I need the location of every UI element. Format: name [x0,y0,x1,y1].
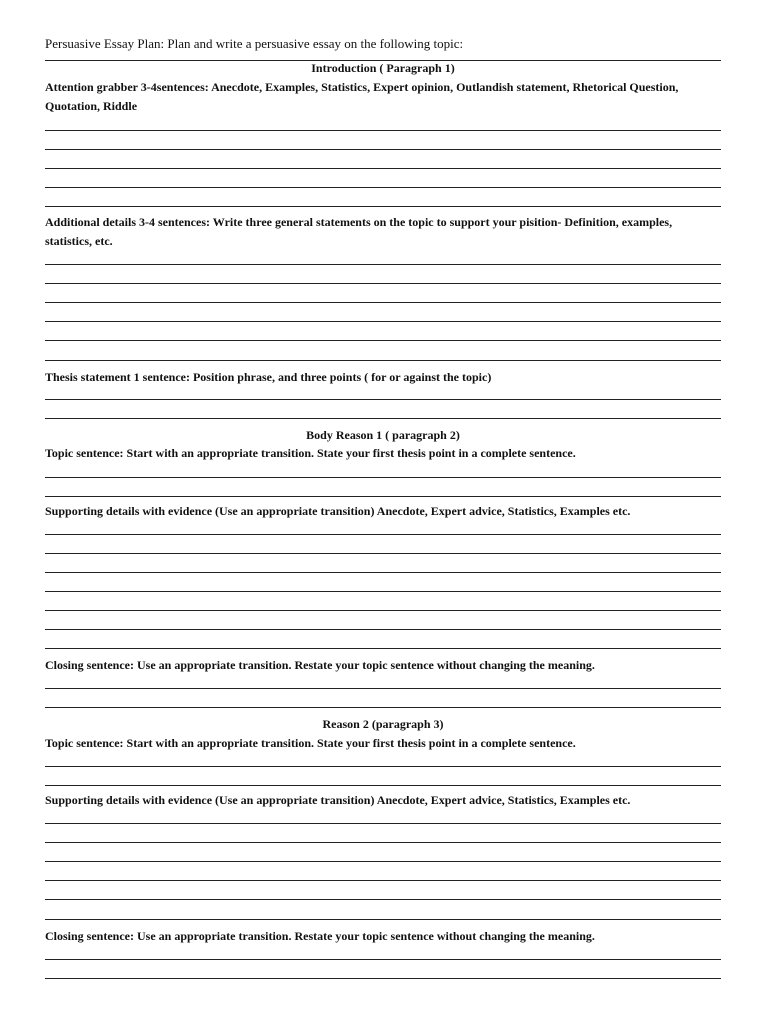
writing-line[interactable] [45,766,721,767]
topic-sentence-prompt: Topic sentence: Start with an appropriate transition. State your first thesis point in a complete sentence. [45,736,576,750]
writing-line[interactable] [45,283,721,284]
writing-line[interactable] [45,861,721,862]
writing-line[interactable] [45,899,721,900]
supporting-details-prompt: Supporting details with evidence (Use an appropriate transition) Anecdote, Expert advice, Statistics, Examples etc. [45,793,631,807]
body-reason-1-heading: Body Reason 1 ( paragraph 2) [306,428,460,442]
writing-line[interactable] [45,707,721,708]
writing-line[interactable] [45,130,721,131]
writing-line[interactable] [45,264,721,265]
writing-line[interactable] [45,959,721,960]
closing-sentence-prompt: Closing sentence: Use an appropriate transition. Restate your topic sentence without changing the meaning. [45,658,595,672]
topic-sentence-prompt: Topic sentence: Start with an appropriate transition. State your first thesis point in a complete sentence. [45,446,576,460]
reason-2-heading: Reason 2 (paragraph 3) [322,717,444,731]
introduction-heading: Introduction ( Paragraph 1) [311,61,455,75]
writing-line[interactable] [45,340,721,341]
writing-line[interactable] [45,399,721,400]
writing-line[interactable] [45,187,721,188]
writing-line[interactable] [45,919,721,920]
writing-line[interactable] [45,302,721,303]
writing-line[interactable] [45,149,721,150]
writing-line[interactable] [45,978,721,979]
writing-line[interactable] [45,534,721,535]
writing-line[interactable] [45,785,721,786]
writing-line[interactable] [45,648,721,649]
writing-line[interactable] [45,629,721,630]
writing-line[interactable] [45,206,721,207]
attention-grabber-prompt: Attention grabber 3-4sentences: Anecdote, Examples, Statistics, Expert opinion, Outlandish statement, Rhetorical Question, Quotation, Riddle [45,80,679,113]
writing-line[interactable] [45,688,721,689]
writing-line[interactable] [45,477,721,478]
writing-line[interactable] [45,321,721,322]
writing-line[interactable] [45,360,721,361]
worksheet-title: Persuasive Essay Plan: Plan and write a persuasive essay on the following topic: [45,36,464,51]
writing-line[interactable] [45,823,721,824]
additional-details-prompt: Additional details 3-4 sentences: Write three general statements on the topic to support your pisition- Definition, examples, statistics, etc. [45,215,673,248]
thesis-prompt: Thesis statement 1 sentence: Position phrase, and three points ( for or against the topic) [45,370,492,384]
writing-line[interactable] [45,168,721,169]
writing-line[interactable] [45,553,721,554]
writing-line[interactable] [45,880,721,881]
supporting-details-prompt: Supporting details with evidence (Use an appropriate transition) Anecdote, Expert advice, Statistics, Examples etc. [45,504,631,518]
writing-line[interactable] [45,496,721,497]
writing-line[interactable] [45,842,721,843]
writing-line[interactable] [45,610,721,611]
writing-line[interactable] [45,572,721,573]
closing-sentence-prompt: Closing sentence: Use an appropriate transition. Restate your topic sentence without changing the meaning. [45,929,595,943]
writing-line[interactable] [45,418,721,419]
writing-line[interactable] [45,591,721,592]
